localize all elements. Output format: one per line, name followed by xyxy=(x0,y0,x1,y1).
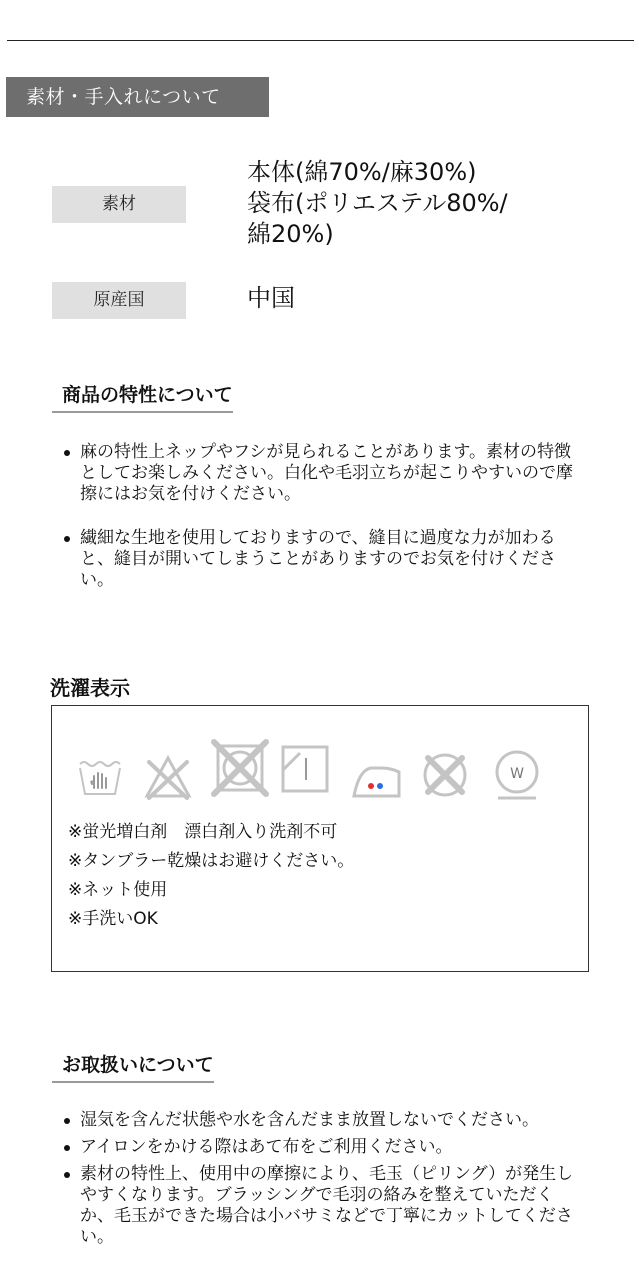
no-tumble-dry-icon xyxy=(210,738,270,798)
list-item: 湿気を含んだ状態や水を含んだまま放置しないでください。 xyxy=(62,1110,582,1131)
spec-value-line: 中国 xyxy=(247,284,295,312)
washing-box xyxy=(51,705,589,972)
spec-value-origin xyxy=(247,283,295,314)
washing-notes xyxy=(68,818,354,934)
characteristics-list xyxy=(62,442,582,591)
washing-note: ※タンブラー乾燥はお避けください。 xyxy=(68,851,355,871)
spec-label-origin: 原産国 xyxy=(52,282,186,319)
line-dry-icon xyxy=(280,744,330,794)
spec-value-material xyxy=(247,157,508,250)
top-divider xyxy=(7,40,634,41)
characteristics-heading: 商品の特性について xyxy=(52,380,233,413)
washing-icon-row xyxy=(76,738,556,800)
list-item: アイロンをかける際はあて布をご利用ください。 xyxy=(62,1137,582,1158)
wet-clean-letter: W xyxy=(510,766,524,782)
hand-wash-icon xyxy=(76,758,124,800)
spec-value-line: 袋布(ポリエステル80%/ xyxy=(247,189,508,217)
list-item: 素材の特性上、使用中の摩擦により、毛玉（ピリング）が発生しやすくなります。ブラッシングで毛羽の絡みを整えていただくか、毛玉ができた場合は小バサミなどで丁寧にカットしてください。 xyxy=(62,1164,582,1248)
spec-value-line: 本体(綿70%/麻30%) xyxy=(247,158,477,186)
spec-label-material: 素材 xyxy=(52,186,186,223)
wet-clean-icon xyxy=(492,750,542,802)
no-dry-clean-icon xyxy=(420,750,470,800)
iron-low-icon xyxy=(351,760,403,800)
washing-note: ※蛍光増白剤 漂白剤入り洗剤不可 xyxy=(68,822,338,842)
washing-note: ※ネット使用 xyxy=(68,880,168,900)
section-tab-material-care: 素材・手入れについて xyxy=(6,77,269,117)
no-bleach-icon xyxy=(143,754,193,802)
spec-value-line: 綿20%) xyxy=(247,220,334,248)
washing-note: ※手洗いOK xyxy=(68,909,158,929)
handling-heading: お取扱いについて xyxy=(52,1050,214,1083)
washing-title: 洗濯表示 xyxy=(50,676,130,700)
list-item: 麻の特性上ネップやフシが見られることがあります。素材の特徴としてお楽しみください。白化や毛羽立ちが起こりやすいので摩擦にはお気を付けください。 xyxy=(62,442,582,505)
list-item: 繊細な生地を使用しておりますので、縫目に過度な力が加わると、縫目が開いてしまうことがありますのでお気を付けください。 xyxy=(62,528,582,591)
handling-list xyxy=(62,1110,582,1248)
